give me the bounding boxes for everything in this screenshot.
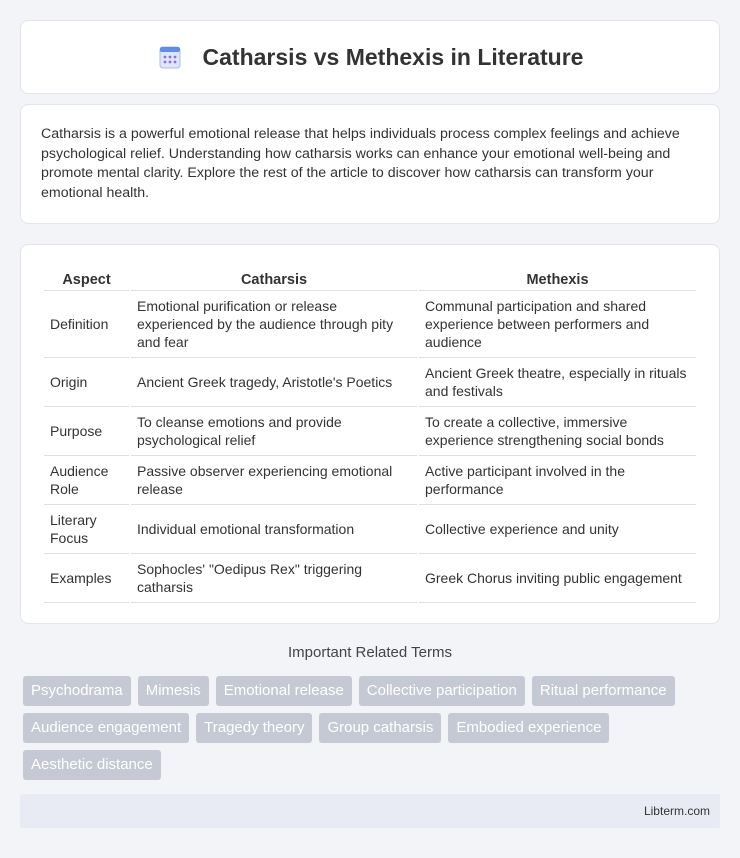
comparison-table-card bbox=[20, 244, 720, 624]
table-row bbox=[44, 358, 696, 407]
document-icon bbox=[157, 44, 183, 70]
table-cell: Definition bbox=[44, 291, 129, 358]
table-cell: Individual emotional transformation bbox=[131, 505, 417, 554]
table-row bbox=[44, 291, 696, 358]
related-term-tag[interactable]: Psychodrama bbox=[23, 676, 131, 706]
table-cell: Examples bbox=[44, 554, 129, 603]
intro-card bbox=[20, 104, 720, 224]
table-cell: Active participant involved in the performance bbox=[419, 456, 696, 505]
column-header-catharsis: Catharsis bbox=[131, 265, 417, 291]
table-cell: Greek Chorus inviting public engagement bbox=[419, 554, 696, 603]
related-terms-heading: Important Related Terms bbox=[288, 644, 452, 661]
table-cell: Communal participation and shared experience between performers and audience bbox=[419, 291, 696, 358]
table-row bbox=[44, 407, 696, 456]
table-cell: Collective experience and unity bbox=[419, 505, 696, 554]
table-cell: Emotional purification or release experienced by the audience through pity and fear bbox=[131, 291, 417, 358]
table-cell: Audience Role bbox=[44, 456, 129, 505]
related-term-tag[interactable]: Audience engagement bbox=[23, 713, 189, 743]
table-cell: Origin bbox=[44, 358, 129, 407]
table-cell: Sophocles' "Oedipus Rex" triggering catharsis bbox=[131, 554, 417, 603]
related-term-tag[interactable]: Collective participation bbox=[359, 676, 525, 706]
table-cell: Purpose bbox=[44, 407, 129, 456]
intro-text: Catharsis is a powerful emotional release that helps individuals process complex feelings and achieve psychological relief. Understanding how catharsis works can enhance your emotional well-being and promote mental clarity. Explore the rest of the article to discover how catharsis can transform your emotional health. bbox=[41, 126, 680, 201]
table-cell: To cleanse emotions and provide psychological relief bbox=[131, 407, 417, 456]
related-term-tag[interactable]: Emotional release bbox=[216, 676, 352, 706]
header-card bbox=[20, 20, 720, 94]
table-row bbox=[44, 505, 696, 554]
related-term-tag[interactable]: Ritual performance bbox=[532, 676, 675, 706]
table-row bbox=[44, 456, 696, 505]
footer bbox=[20, 794, 720, 828]
table-cell: Literary Focus bbox=[44, 505, 129, 554]
table-cell: Ancient Greek theatre, especially in rituals and festivals bbox=[419, 358, 696, 407]
table-cell: Passive observer experiencing emotional release bbox=[131, 456, 417, 505]
related-term-tag[interactable]: Tragedy theory bbox=[196, 713, 312, 743]
related-term-tag[interactable]: Aesthetic distance bbox=[23, 750, 161, 780]
related-term-tag[interactable]: Embodied experience bbox=[448, 713, 609, 743]
table-cell: Ancient Greek tragedy, Aristotle's Poetics bbox=[131, 358, 417, 407]
footer-site-link[interactable]: Libterm.com bbox=[643, 804, 710, 818]
related-terms-list bbox=[23, 676, 723, 780]
comparison-table bbox=[42, 265, 698, 603]
related-term-tag[interactable]: Mimesis bbox=[138, 676, 209, 706]
table-header-row bbox=[44, 265, 696, 291]
related-term-tag[interactable]: Group catharsis bbox=[319, 713, 441, 743]
column-header-methexis: Methexis bbox=[419, 265, 696, 291]
column-header-aspect: Aspect bbox=[44, 265, 129, 291]
table-cell: To create a collective, immersive experience strengthening social bonds bbox=[419, 407, 696, 456]
page-title: Catharsis vs Methexis in Literature bbox=[202, 43, 584, 70]
table-row bbox=[44, 554, 696, 603]
